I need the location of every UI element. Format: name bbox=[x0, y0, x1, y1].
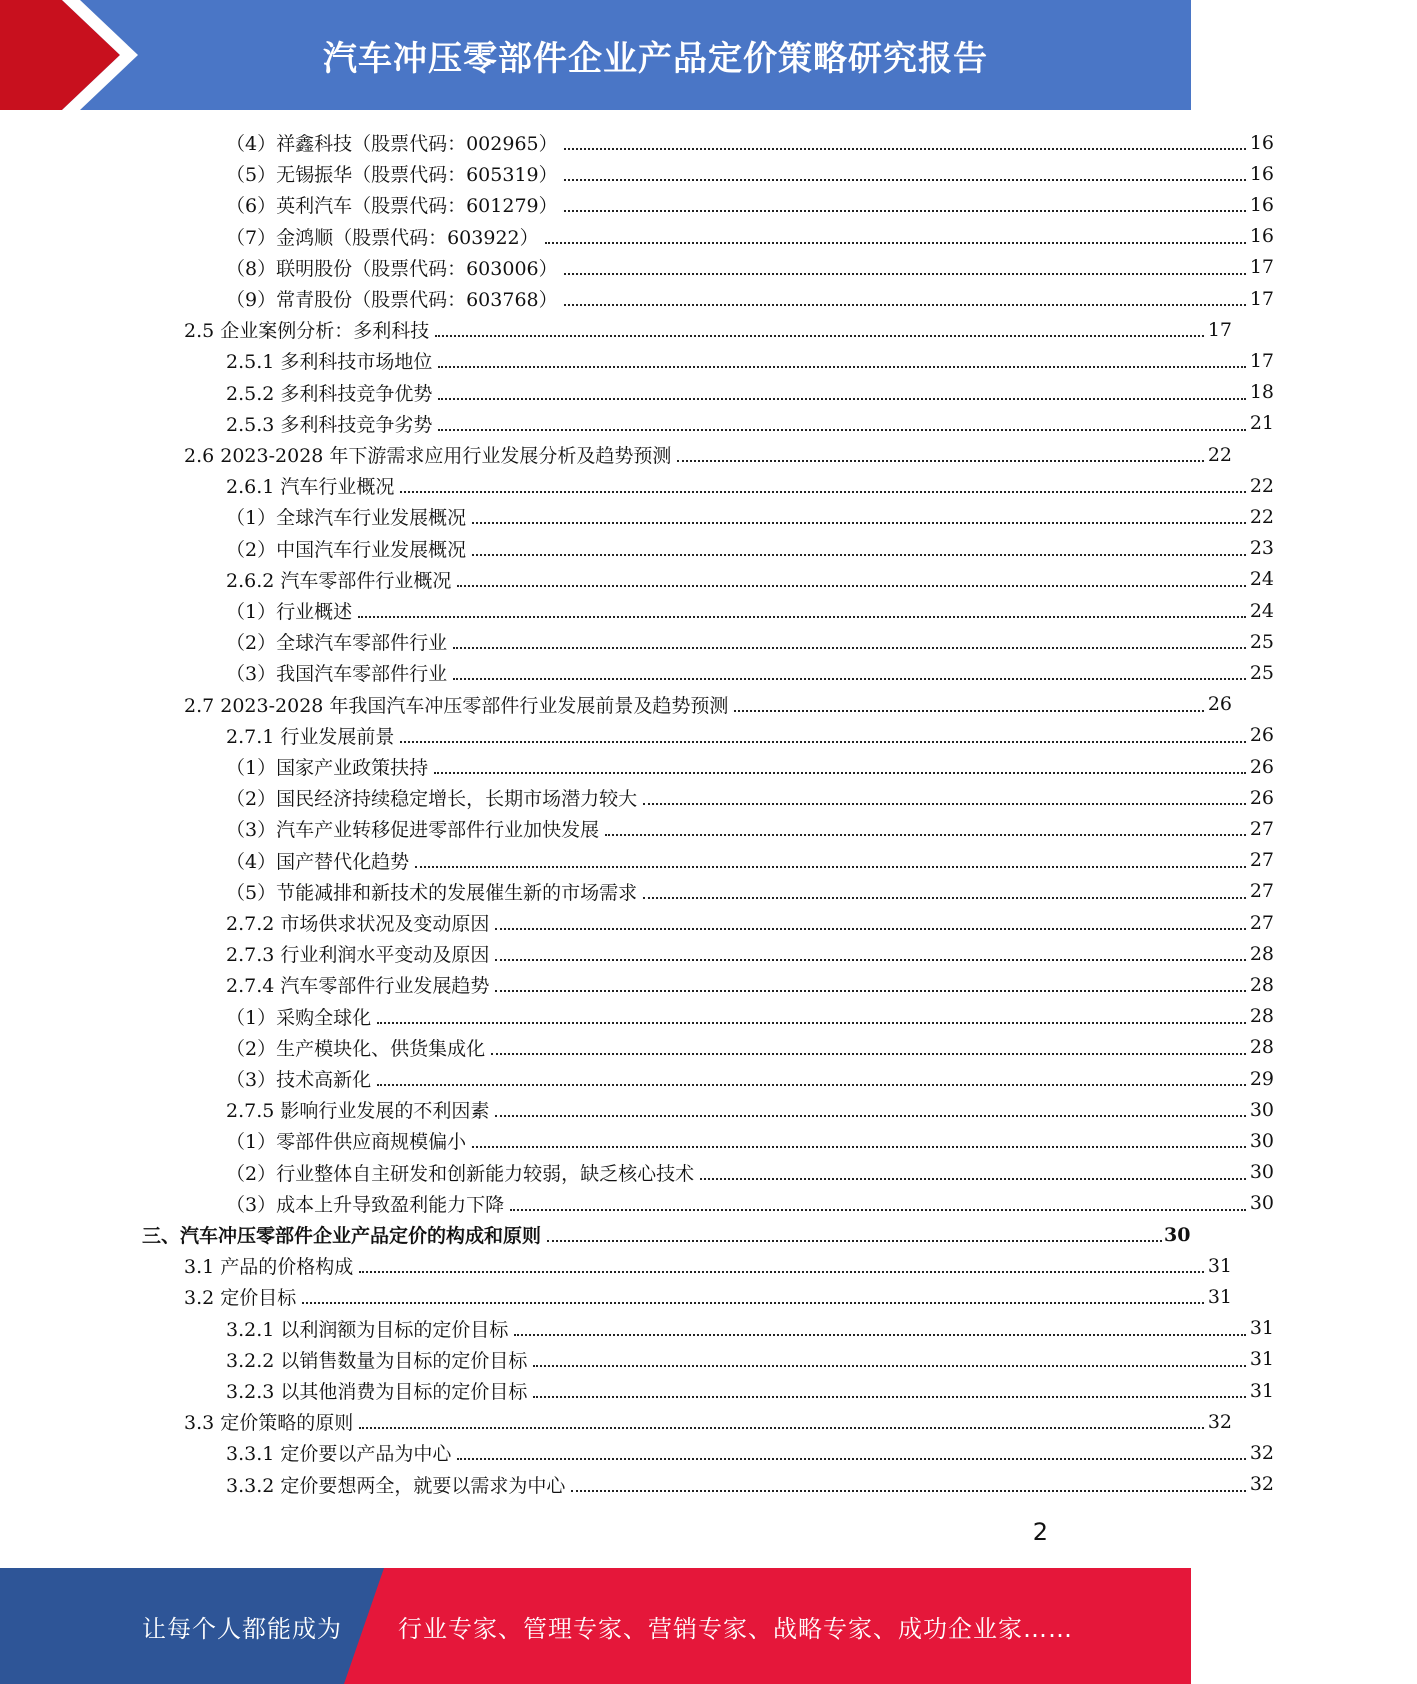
toc-dot-leader bbox=[491, 1052, 1246, 1055]
toc-dot-leader bbox=[564, 272, 1246, 275]
toc-dot-leader bbox=[457, 584, 1246, 587]
toc-entry-page: 17 bbox=[1249, 349, 1274, 372]
toc-dot-leader bbox=[547, 1239, 1162, 1242]
toc-entry-label: （1）采购全球化 bbox=[226, 1006, 372, 1029]
toc-entry[interactable] bbox=[0, 626, 1417, 657]
toc-entry-page: 30 bbox=[1249, 1192, 1274, 1215]
toc-entry[interactable] bbox=[0, 1437, 1417, 1468]
toc-entry[interactable] bbox=[0, 1032, 1417, 1063]
toc-entry-page: 31 bbox=[1249, 1348, 1274, 1371]
toc-dot-leader bbox=[435, 334, 1204, 337]
toc-entry-page: 26 bbox=[1249, 724, 1274, 747]
toc-entry-label: （9）常青股份（股票代码：603768） bbox=[226, 289, 558, 311]
toc-dot-leader bbox=[453, 677, 1246, 680]
toc-entry-page: 24 bbox=[1249, 599, 1274, 622]
toc-entry[interactable] bbox=[0, 189, 1417, 220]
toc-entry[interactable] bbox=[0, 314, 1375, 345]
toc-dot-leader bbox=[495, 958, 1246, 961]
toc-entry-page: 32 bbox=[1249, 1473, 1274, 1496]
toc-entry[interactable] bbox=[0, 657, 1417, 688]
toc-entry[interactable] bbox=[0, 782, 1417, 813]
toc-dot-leader bbox=[533, 1364, 1246, 1367]
toc-entry[interactable] bbox=[0, 1094, 1417, 1125]
toc-dot-leader bbox=[438, 365, 1246, 368]
toc-entry[interactable] bbox=[0, 969, 1417, 1000]
toc-entry[interactable] bbox=[0, 1219, 1333, 1250]
toc-entry-label: 3.2.2 以销售数量为目标的定价目标 bbox=[226, 1349, 528, 1372]
toc-entry[interactable] bbox=[0, 345, 1417, 376]
toc-entry-label: 2.5.2 多利科技竞争优势 bbox=[226, 382, 433, 405]
toc-entry-label: 2.5.1 多利科技市场地位 bbox=[226, 351, 433, 374]
header-red-block bbox=[0, 0, 120, 110]
toc-entry-label: （5）节能减排和新技术的发展催生新的市场需求 bbox=[226, 881, 638, 904]
toc-entry-page: 16 bbox=[1249, 131, 1274, 154]
toc-dot-leader bbox=[564, 209, 1246, 212]
toc-dot-leader bbox=[359, 1270, 1204, 1273]
toc-dot-leader bbox=[400, 490, 1246, 493]
toc-entry-page: 17 bbox=[1249, 287, 1274, 310]
toc-entry[interactable] bbox=[0, 252, 1417, 283]
toc-entry-page: 27 bbox=[1249, 911, 1274, 934]
toc-entry-label: 3.3.1 定价要以产品为中心 bbox=[226, 1443, 452, 1466]
toc-dot-leader bbox=[434, 771, 1246, 774]
toc-entry[interactable] bbox=[0, 501, 1417, 532]
toc-entry-page: 16 bbox=[1249, 225, 1274, 248]
toc-entry-label: （4）国产替代化趋势 bbox=[226, 850, 410, 873]
toc-entry-page: 27 bbox=[1249, 880, 1274, 903]
page-header bbox=[0, 0, 1191, 110]
toc-dot-leader bbox=[302, 1301, 1204, 1304]
toc-entry-page: 17 bbox=[1207, 318, 1232, 341]
toc-entry-label: 2.6 2023-2028 年下游需求应用行业发展分析及趋势预测 bbox=[184, 445, 672, 467]
toc-dot-leader bbox=[533, 1395, 1246, 1398]
toc-dot-leader bbox=[495, 927, 1246, 930]
toc-entry-page: 22 bbox=[1249, 474, 1274, 497]
toc-entry-label: （3）汽车产业转移促进零部件行业加快发展 bbox=[226, 819, 600, 842]
toc-dot-leader bbox=[545, 241, 1246, 244]
toc-dot-leader bbox=[453, 646, 1246, 649]
toc-entry[interactable] bbox=[0, 1125, 1417, 1156]
toc-entry-page: 26 bbox=[1249, 786, 1274, 809]
toc-entry[interactable] bbox=[0, 751, 1417, 782]
toc-dot-leader bbox=[564, 178, 1246, 181]
toc-dot-leader bbox=[571, 1489, 1246, 1492]
toc-entry[interactable] bbox=[0, 876, 1417, 907]
toc-entry-label: 2.6.2 汽车零部件行业概况 bbox=[226, 569, 452, 592]
report-title: 汽车冲压零部件企业产品定价策略研究报告 bbox=[323, 38, 988, 79]
toc-entry-page: 16 bbox=[1249, 193, 1274, 216]
toc-entry-label: 2.5 企业案例分析：多利科技 bbox=[184, 320, 430, 343]
toc-entry-label: 2.7 2023-2028 年我国汽车冲压零部件行业发展前景及趋势预测 bbox=[184, 694, 729, 717]
toc-entry-label: 3.2.1 以利润额为目标的定价目标 bbox=[226, 1318, 509, 1341]
header-chevron-decoration bbox=[0, 0, 150, 110]
toc-entry-page: 24 bbox=[1249, 568, 1274, 591]
toc-dot-leader bbox=[377, 1083, 1246, 1086]
toc-entry-page: 27 bbox=[1249, 817, 1274, 840]
toc-entry[interactable] bbox=[0, 377, 1417, 408]
toc-entry[interactable] bbox=[0, 533, 1417, 564]
toc-dot-leader bbox=[564, 147, 1246, 150]
toc-entry-page: 32 bbox=[1207, 1410, 1232, 1433]
toc-dot-leader bbox=[415, 865, 1246, 868]
toc-entry[interactable] bbox=[0, 439, 1375, 470]
toc-entry[interactable] bbox=[0, 1157, 1417, 1188]
toc-entry[interactable] bbox=[0, 408, 1417, 439]
toc-dot-leader bbox=[514, 1333, 1246, 1336]
toc-entry[interactable] bbox=[0, 845, 1417, 876]
toc-entry-page: 31 bbox=[1207, 1285, 1232, 1308]
toc-entry[interactable] bbox=[0, 689, 1375, 720]
toc-entry[interactable] bbox=[0, 938, 1417, 969]
toc-entry-page: 32 bbox=[1249, 1441, 1274, 1464]
footer-slogan-left: 让每个人都能成为 bbox=[142, 1614, 342, 1643]
toc-entry-label: 3.1 产品的价格构成 bbox=[184, 1256, 354, 1279]
toc-entry[interactable] bbox=[0, 1001, 1417, 1032]
toc-entry-label: （6）英利汽车（股票代码：601279） bbox=[226, 195, 558, 218]
toc-entry[interactable] bbox=[0, 813, 1417, 844]
toc-entry-label: 2.7.1 行业发展前景 bbox=[226, 725, 395, 748]
toc-entry[interactable] bbox=[0, 564, 1417, 595]
toc-entry-label: （2）国民经济持续稳定增长，长期市场潜力较大 bbox=[226, 788, 638, 811]
toc-entry-page: 31 bbox=[1207, 1254, 1232, 1277]
toc-entry[interactable] bbox=[0, 221, 1417, 252]
toc-entry-label: 2.7.5 影响行业发展的不利因素 bbox=[226, 1100, 490, 1123]
toc-entry-page: 18 bbox=[1249, 381, 1274, 404]
toc-entry-page: 23 bbox=[1249, 537, 1274, 560]
toc-entry[interactable] bbox=[0, 1188, 1417, 1219]
toc-dot-leader bbox=[377, 1021, 1246, 1024]
toc-entry-page: 28 bbox=[1249, 942, 1274, 965]
footer-slogan-right: 行业专家、管理专家、营销专家、战略专家、成功企业家…… bbox=[398, 1614, 1073, 1643]
toc-entry[interactable] bbox=[0, 595, 1417, 626]
toc-entry-page: 30 bbox=[1249, 1129, 1274, 1152]
toc-entry-page: 29 bbox=[1249, 1067, 1274, 1090]
toc-entry-label: （1）行业概述 bbox=[226, 601, 353, 623]
toc-entry[interactable] bbox=[0, 127, 1417, 158]
toc-entry-label: （1）国家产业政策扶持 bbox=[226, 757, 429, 779]
toc-entry-label: （3）技术高新化 bbox=[226, 1069, 372, 1091]
toc-dot-leader bbox=[438, 428, 1246, 431]
toc-entry-page: 30 bbox=[1249, 1161, 1274, 1184]
toc-entry-label: （2）生产模块化、供货集成化 bbox=[226, 1037, 486, 1060]
toc-entry-label: （2）全球汽车零部件行业 bbox=[226, 632, 448, 655]
toc-entry-label: （1）零部件供应商规模偏小 bbox=[226, 1131, 467, 1154]
toc-entry-label: 3.3 定价策略的原则 bbox=[184, 1412, 354, 1435]
toc-dot-leader bbox=[358, 615, 1246, 618]
toc-entry-page: 25 bbox=[1249, 661, 1274, 684]
toc-dot-leader bbox=[457, 1457, 1246, 1460]
toc-entry[interactable] bbox=[0, 283, 1417, 314]
toc-dot-leader bbox=[734, 709, 1204, 712]
toc-entry-page: 31 bbox=[1249, 1379, 1274, 1402]
toc-dot-leader bbox=[438, 397, 1246, 400]
toc-entry-label: （3）成本上升导致盈利能力下降 bbox=[226, 1193, 505, 1216]
toc-entry-page: 22 bbox=[1207, 443, 1232, 466]
toc-dot-leader bbox=[643, 896, 1246, 899]
toc-dot-leader bbox=[510, 1208, 1246, 1211]
toc-entry[interactable] bbox=[0, 470, 1417, 501]
toc-entry[interactable] bbox=[0, 1313, 1417, 1344]
toc-entry[interactable] bbox=[0, 1281, 1375, 1312]
toc-entry-label: 3.2.3 以其他消费为目标的定价目标 bbox=[226, 1381, 528, 1403]
toc-entry[interactable] bbox=[0, 907, 1417, 938]
toc-entry-label: 3.2 定价目标 bbox=[184, 1287, 297, 1310]
toc-entry-label: 2.7.4 汽车零部件行业发展趋势 bbox=[226, 975, 490, 998]
toc-entry[interactable] bbox=[0, 1406, 1375, 1437]
toc-entry-page: 26 bbox=[1207, 693, 1232, 716]
toc-dot-leader bbox=[700, 1177, 1246, 1180]
page-number: 2 bbox=[1032, 1518, 1048, 1546]
toc-dot-leader bbox=[495, 989, 1246, 992]
toc-dot-leader bbox=[400, 740, 1246, 743]
toc-dot-leader bbox=[472, 1145, 1246, 1148]
toc-entry[interactable] bbox=[0, 1063, 1417, 1094]
toc-dot-leader bbox=[359, 1426, 1204, 1429]
toc-entry-page: 31 bbox=[1249, 1317, 1274, 1340]
toc-entry[interactable] bbox=[0, 1375, 1417, 1406]
toc-entry-label: （3）我国汽车零部件行业 bbox=[226, 663, 448, 686]
toc-dot-leader bbox=[605, 833, 1246, 836]
toc-entry[interactable] bbox=[0, 720, 1417, 751]
toc-entry-label: （1）全球汽车行业发展概况 bbox=[226, 507, 467, 530]
toc-entry-label: （5）无锡振华（股票代码：605319） bbox=[226, 164, 558, 187]
page-footer bbox=[0, 1568, 1191, 1684]
toc-entry-page: 26 bbox=[1249, 755, 1274, 778]
toc-dot-leader bbox=[677, 459, 1204, 462]
toc-entry-page: 22 bbox=[1249, 505, 1274, 528]
toc-dot-leader bbox=[495, 1114, 1246, 1117]
toc-entry[interactable] bbox=[0, 158, 1417, 189]
toc-dot-leader bbox=[643, 802, 1246, 805]
toc-entry-page: 16 bbox=[1249, 162, 1274, 185]
toc-entry[interactable] bbox=[0, 1250, 1375, 1281]
toc-entry-label: （2）中国汽车行业发展概况 bbox=[226, 538, 467, 561]
toc-entry-page: 21 bbox=[1249, 412, 1274, 435]
toc-entry-page: 30 bbox=[1249, 1098, 1274, 1121]
toc-entry-page: 28 bbox=[1249, 1005, 1274, 1028]
toc-entry-label: （7）金鸿顺（股票代码：603922） bbox=[226, 226, 539, 249]
toc-dot-leader bbox=[472, 553, 1246, 556]
toc-entry-page: 17 bbox=[1249, 256, 1274, 279]
toc-entry-page: 30 bbox=[1164, 1223, 1191, 1246]
toc-dot-leader bbox=[564, 303, 1246, 306]
toc-entry-page: 27 bbox=[1249, 849, 1274, 872]
toc-entry-label: 3.3.2 定价要想两全，就要以需求为中心 bbox=[226, 1474, 566, 1497]
toc-entry-page: 28 bbox=[1249, 1036, 1274, 1059]
toc-entry-page: 28 bbox=[1249, 973, 1274, 996]
toc-entry-label: （2）行业整体自主研发和创新能力较弱，缺乏核心技术 bbox=[226, 1162, 695, 1185]
toc-entry-page: 25 bbox=[1249, 630, 1274, 653]
toc-entry-label: 2.5.3 多利科技竞争劣势 bbox=[226, 413, 433, 436]
toc-entry-label: （4）祥鑫科技（股票代码：002965） bbox=[226, 133, 558, 155]
toc-entry-label: （8）联明股份（股票代码：603006） bbox=[226, 257, 558, 280]
toc-entry-label: 三、汽车冲压零部件企业产品定价的构成和原则 bbox=[142, 1225, 542, 1247]
toc-dot-leader bbox=[472, 521, 1246, 524]
toc-entry[interactable] bbox=[0, 1469, 1417, 1500]
toc-entry-label: 2.6.1 汽车行业概况 bbox=[226, 476, 395, 499]
toc-entry-label: 2.7.2 市场供求状况及变动原因 bbox=[226, 913, 490, 935]
toc-entry[interactable] bbox=[0, 1344, 1417, 1375]
toc-entry-label: 2.7.3 行业利润水平变动及原因 bbox=[226, 944, 490, 967]
